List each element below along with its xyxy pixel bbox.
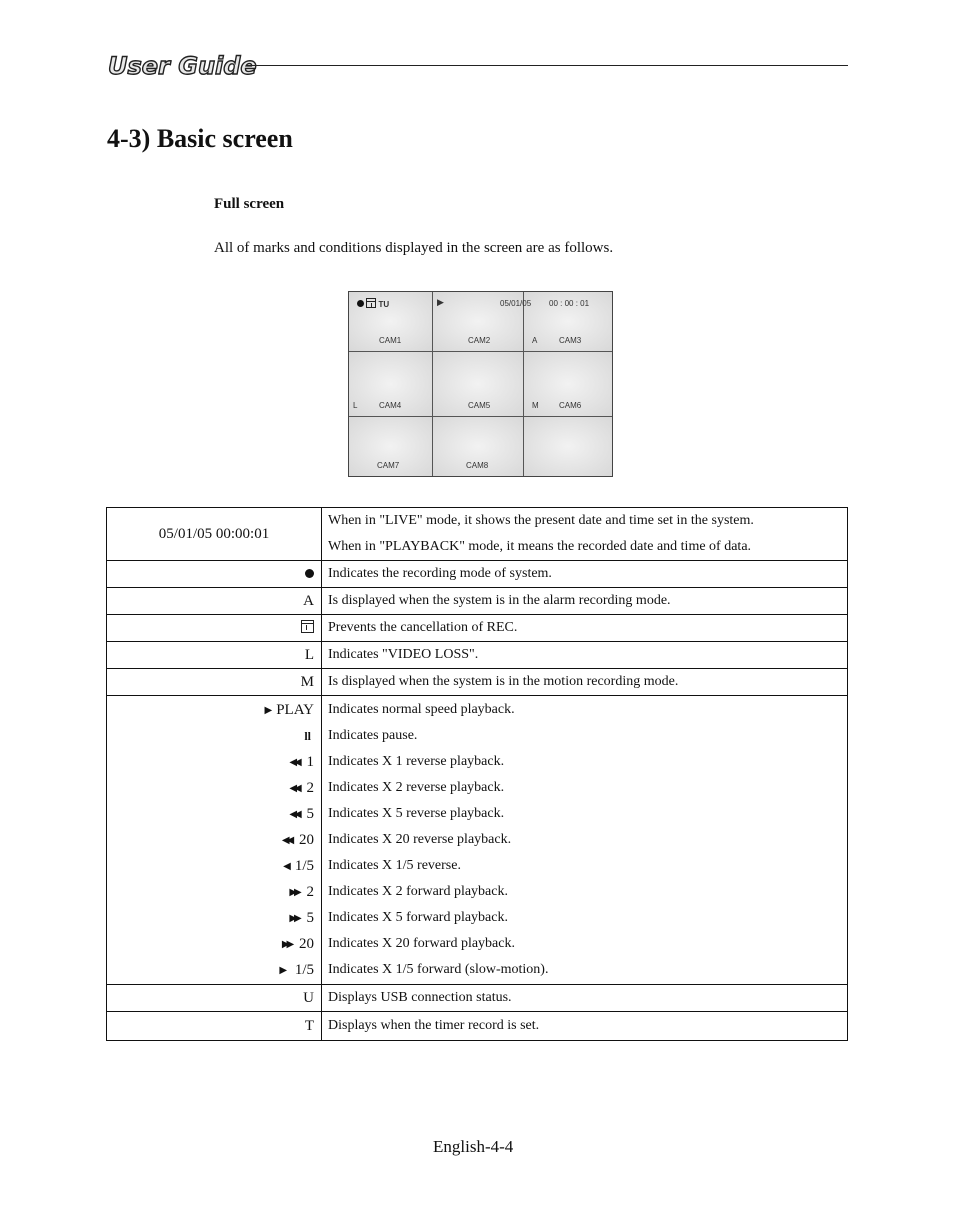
- playback-symbol: ◀◀ 5: [107, 801, 314, 827]
- rewind-icon: ◀◀: [289, 783, 299, 794]
- lock-icon: [366, 298, 376, 308]
- playback-symbol: ▶▶ 5: [107, 905, 314, 931]
- symbol-text: L: [304, 647, 314, 663]
- cam-label: CAM3: [559, 336, 582, 345]
- record-dot-icon: [305, 569, 314, 578]
- symbol-cell: [107, 1012, 322, 1041]
- table-row: [107, 561, 848, 588]
- playback-symbol: ▶▶ 20: [107, 931, 314, 957]
- playback-symbol: ◀◀ 1: [107, 749, 314, 775]
- desc-cell: [322, 561, 848, 588]
- symbol-text: M: [300, 674, 314, 690]
- table-row: [107, 669, 848, 696]
- desc-cell: [322, 669, 848, 696]
- header-rule: [246, 65, 848, 66]
- cam-label: CAM6: [559, 401, 582, 410]
- symbol-table: [106, 507, 848, 1041]
- desc-cell: [322, 696, 848, 985]
- play-icon: ▶: [437, 297, 444, 307]
- desc-line: Indicates X 5 forward playback.: [328, 910, 508, 925]
- status-tu: TU: [378, 300, 390, 309]
- cam-label: CAM1: [379, 336, 402, 345]
- table-row: [107, 588, 848, 615]
- table-row: [107, 985, 848, 1012]
- play-icon: ▶: [264, 705, 273, 716]
- screen-diagram: [348, 291, 613, 477]
- cam-label: CAM8: [466, 461, 489, 470]
- fast-forward-icon: ▶▶: [289, 913, 299, 924]
- symbol-cell: [107, 588, 322, 615]
- desc-line: Indicates X 2 reverse playback.: [328, 780, 505, 795]
- cam-label: CAM2: [468, 336, 491, 345]
- desc-line: Indicates X 5 reverse playback.: [328, 806, 505, 821]
- cell-cam7: [349, 417, 433, 476]
- desc-cell: [322, 508, 848, 561]
- cell-empty: [524, 417, 612, 476]
- cam-flag-loss: L: [353, 401, 358, 410]
- symbol-cell: [107, 561, 322, 588]
- cell-cam5: [433, 352, 524, 417]
- table-row-playback: [107, 696, 848, 985]
- desc-line: When in "PLAYBACK" mode, it means the recorded date and time of data.: [328, 539, 752, 554]
- desc-line: When in "LIVE" mode, it shows the present date and time set in the system.: [328, 513, 754, 528]
- cam-label: CAM5: [468, 401, 491, 410]
- datetime-symbol: 05/01/05 00:00:01: [158, 526, 270, 542]
- desc-line: Displays USB connection status.: [328, 990, 512, 1005]
- desc-line: Prevents the cancellation of REC.: [328, 620, 518, 635]
- table-row: [107, 642, 848, 669]
- desc-line: Indicates X 1/5 reverse.: [328, 858, 461, 873]
- symbol-cell: [107, 615, 322, 642]
- playback-symbol: ▶▶ 2: [107, 879, 314, 905]
- cam-flag-alarm: A: [532, 336, 538, 345]
- desc-line: Is displayed when the system is in the motion recording mode.: [328, 674, 679, 689]
- desc-line: Indicates the recording mode of system.: [328, 566, 552, 581]
- rewind-icon: ◀◀: [289, 757, 299, 768]
- desc-cell: [322, 985, 848, 1012]
- cell-cam1: [349, 292, 433, 352]
- status-indicators: [357, 298, 389, 309]
- desc-line: Indicates X 20 reverse playback.: [328, 832, 512, 847]
- symbol-cell: [107, 985, 322, 1012]
- playback-symbol: ◀◀ 2: [107, 775, 314, 801]
- intro-text: All of marks and conditions displayed in the screen are as follows.: [214, 240, 614, 256]
- table-row: [107, 1012, 848, 1041]
- desc-line: Indicates "VIDEO LOSS".: [328, 647, 479, 662]
- symbol-text: A: [303, 593, 314, 609]
- playback-symbol: ▶ 1/5: [107, 957, 314, 983]
- symbol-cell: [107, 642, 322, 669]
- lock-icon: [301, 620, 314, 633]
- symbol-cell: [107, 696, 322, 985]
- cam-flag-motion: M: [532, 401, 539, 410]
- desc-cell: [322, 1012, 848, 1041]
- symbol-cell: [107, 508, 322, 561]
- cell-cam4: [349, 352, 433, 417]
- screen-date: 05/01/05: [500, 299, 532, 308]
- playback-symbol: ◀◀ 20: [107, 827, 314, 853]
- rewind-icon: ◀◀: [289, 809, 299, 820]
- forward-slow-icon: ▶: [279, 965, 288, 976]
- cam-label: CAM4: [379, 401, 402, 410]
- symbol-cell: [107, 669, 322, 696]
- playback-symbol: ▶ PLAY: [107, 697, 314, 723]
- page-title: 4-3) Basic screen: [107, 124, 293, 153]
- record-dot-icon: [357, 300, 364, 307]
- cell-cam6: [524, 352, 612, 417]
- table-row: [107, 615, 848, 642]
- desc-line: Displays when the timer record is set.: [328, 1018, 540, 1033]
- screen-time: 00 : 00 : 01: [549, 299, 590, 308]
- cell-cam8: [433, 417, 524, 476]
- playback-symbol: [107, 723, 314, 749]
- desc-line: Indicates X 1 reverse playback.: [328, 754, 505, 769]
- table-row: [107, 508, 848, 561]
- playback-symbol: ◀ 1/5: [107, 853, 314, 879]
- desc-line: Indicates normal speed playback.: [328, 702, 515, 717]
- user-guide-logo: User Guide: [108, 52, 257, 80]
- desc-line: Indicates X 1/5 forward (slow-motion).: [328, 962, 549, 977]
- fast-forward-icon: ▶▶: [281, 939, 292, 950]
- desc-cell: [322, 588, 848, 615]
- desc-line: Indicates pause.: [328, 728, 418, 743]
- desc-line: Indicates X 2 forward playback.: [328, 884, 508, 899]
- desc-cell: [322, 615, 848, 642]
- page-number: English-4-4: [433, 1137, 514, 1156]
- reverse-slow-icon: ◀: [283, 861, 291, 872]
- desc-line: Indicates X 20 forward playback.: [328, 936, 515, 951]
- symbol-text: T: [304, 1018, 314, 1034]
- symbol-text: U: [303, 990, 314, 1006]
- cam-label: CAM7: [377, 461, 400, 470]
- desc-cell: [322, 642, 848, 669]
- section-subheading: Full screen: [214, 196, 285, 212]
- desc-line: Is displayed when the system is in the alarm recording mode.: [328, 593, 671, 608]
- pause-icon: ll: [304, 729, 311, 743]
- fast-forward-icon: ▶▶: [289, 887, 299, 898]
- rewind-icon: ◀◀: [281, 835, 292, 846]
